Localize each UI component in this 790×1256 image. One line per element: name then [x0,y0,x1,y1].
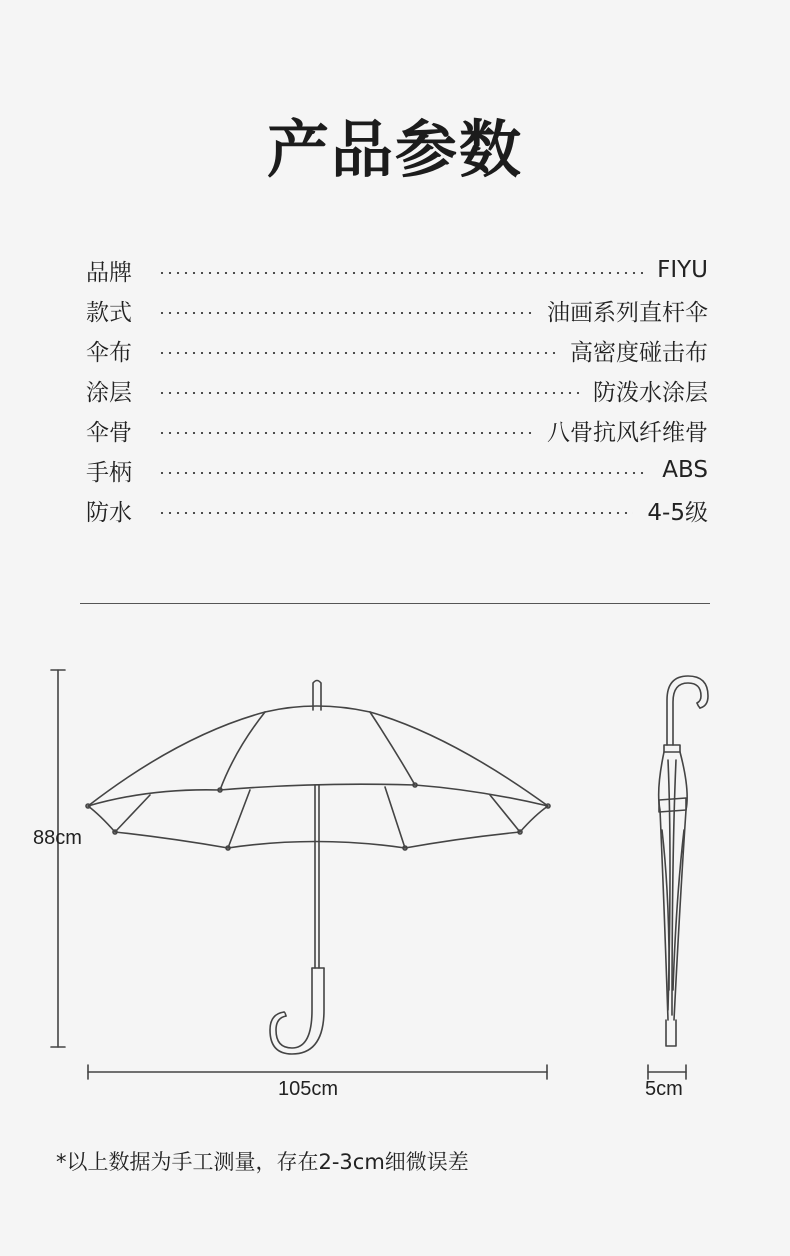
dotted-leader [158,312,533,314]
spec-label: 款式 [86,299,132,326]
spec-label: 品牌 [86,259,132,286]
closed-width-label: 5cm [645,1078,683,1100]
spec-value: ABS [662,457,708,483]
spec-value: 4-5级 [647,499,708,526]
spec-label: 伞骨 [86,419,132,446]
dotted-leader [158,392,579,394]
spec-row-ribs [86,410,708,450]
spec-value: 防泼水涂层 [593,379,708,406]
dotted-leader [158,512,633,514]
page-title: 产品参数 [266,113,523,186]
open-umbrella-icon [86,681,550,1055]
dotted-leader [158,432,533,434]
spec-value: 油画系列直杆伞 [547,299,708,326]
spec-label: 涂层 [86,379,132,406]
spec-row-coating [86,370,708,410]
spec-value: 八骨抗风纤维骨 [547,419,708,446]
spec-list [86,250,708,530]
spec-row-waterproof [86,490,708,530]
spec-row-style [86,290,708,330]
spec-row-fabric [86,330,708,370]
spec-label: 防水 [86,499,132,526]
spec-label: 伞布 [86,339,132,366]
spec-value: FIYU [657,257,708,283]
closed-width-dimension-line [648,1065,686,1079]
spec-label: 手柄 [86,459,132,486]
height-dimension-line [51,670,65,1047]
spec-value: 高密度碰击布 [570,339,708,366]
width-label: 105cm [278,1078,339,1100]
dotted-leader [158,472,648,474]
closed-umbrella-icon [659,676,708,1046]
height-label: 88cm [33,827,82,849]
width-dimension-line [88,1065,547,1079]
dotted-leader [158,272,643,274]
umbrella-diagram [0,640,790,1080]
spec-row-handle [86,450,708,490]
section-divider [80,603,710,604]
dotted-leader [158,352,556,354]
spec-row-brand [86,250,708,290]
measurement-note: *以上数据为手工测量，存在2-3cm细微误差 [56,1150,469,1174]
